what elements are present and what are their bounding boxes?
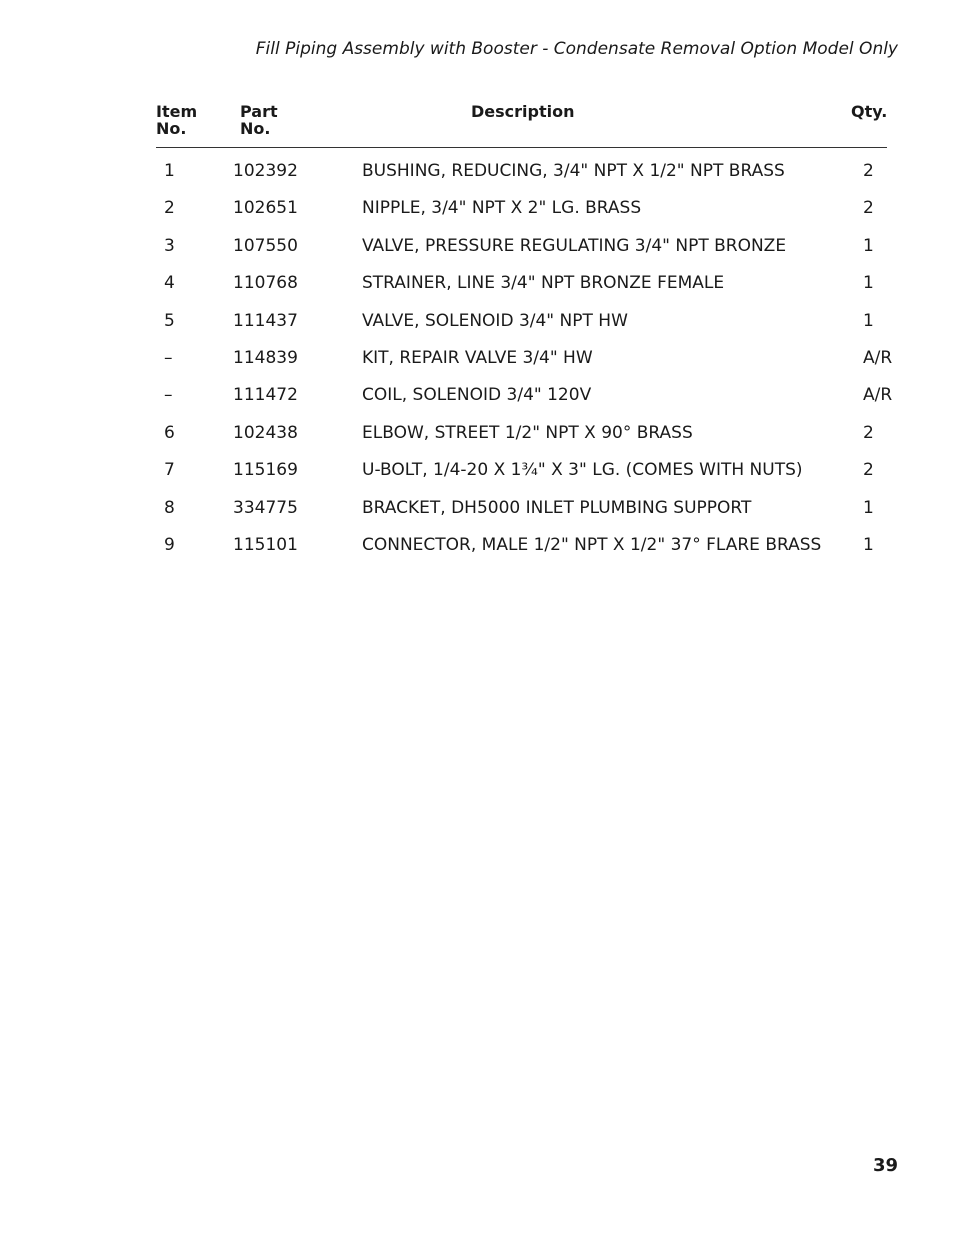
cell-description: ELBOW, STREET 1/2" NPT X 90° BRASS <box>362 422 693 443</box>
table-row <box>0 265 954 302</box>
parts-table-header <box>156 103 887 148</box>
table-row <box>0 527 954 564</box>
cell-item-no: 9 <box>164 534 175 555</box>
cell-item-no: – <box>164 347 173 368</box>
page-number: 39 <box>872 1155 898 1176</box>
table-row <box>0 490 954 527</box>
parts-table-body <box>0 153 954 564</box>
cell-part-no: 102438 <box>233 422 298 443</box>
column-header-item-line1: Item <box>156 102 198 121</box>
cell-item-no: 6 <box>164 422 175 443</box>
table-row <box>0 153 954 190</box>
table-row <box>0 340 954 377</box>
cell-description: CONNECTOR, MALE 1/2" NPT X 1/2" 37° FLARE BRASS <box>362 534 822 555</box>
column-header-item-no <box>156 103 197 137</box>
running-header-title: Fill Piping Assembly with Booster - Condensate Removal Option Model Only <box>255 39 898 59</box>
cell-part-no: 107550 <box>233 235 298 256</box>
cell-qty: 1 <box>863 235 874 256</box>
table-row <box>0 452 954 489</box>
column-header-part-no <box>240 103 278 137</box>
cell-qty: 1 <box>863 273 874 294</box>
cell-description: BUSHING, REDUCING, 3/4" NPT X 1/2" NPT BRASS <box>362 161 785 181</box>
cell-part-no: 110768 <box>233 273 298 294</box>
cell-description: VALVE, PRESSURE REGULATING 3/4" NPT BRONZE <box>362 235 787 256</box>
cell-description: NIPPLE, 3/4" NPT X 2" LG. BRASS <box>362 198 642 219</box>
cell-qty: 2 <box>863 460 874 481</box>
cell-item-no: 7 <box>164 460 175 481</box>
table-row <box>0 228 954 265</box>
cell-qty: 1 <box>863 497 874 518</box>
cell-qty: 2 <box>863 161 874 181</box>
table-row <box>0 190 954 227</box>
cell-description: BRACKET, DH5000 INLET PLUMBING SUPPORT <box>362 497 752 518</box>
cell-part-no: 111472 <box>233 385 298 406</box>
cell-qty: 1 <box>863 534 874 555</box>
cell-part-no: 114839 <box>233 347 298 368</box>
cell-description: U-BOLT, 1/4-20 X 1¾" X 3" LG. (COMES WITH NUTS) <box>362 460 803 481</box>
column-header-description: Description <box>471 102 575 121</box>
cell-qty: A/R <box>863 385 893 406</box>
cell-part-no: 102392 <box>233 161 298 181</box>
cell-qty: 2 <box>863 198 874 219</box>
cell-item-no: 5 <box>164 310 175 331</box>
cell-item-no: 3 <box>164 235 175 256</box>
cell-part-no: 334775 <box>233 497 298 518</box>
cell-description: STRAINER, LINE 3/4" NPT BRONZE FEMALE <box>362 273 725 294</box>
column-header-part-line2: No. <box>240 119 271 138</box>
table-row <box>0 303 954 340</box>
cell-item-no: 8 <box>164 497 175 518</box>
cell-qty: 1 <box>863 310 874 331</box>
column-header-qty: Qty. <box>851 102 888 121</box>
table-row <box>0 377 954 414</box>
cell-part-no: 111437 <box>233 310 298 331</box>
cell-part-no: 102651 <box>233 198 298 219</box>
cell-item-no: 1 <box>164 161 175 181</box>
cell-description: COIL, SOLENOID 3/4" 120V <box>362 385 592 406</box>
cell-qty: A/R <box>863 347 893 368</box>
cell-item-no: 4 <box>164 273 175 294</box>
cell-description: VALVE, SOLENOID 3/4" NPT HW <box>362 310 628 331</box>
column-header-part-line1: Part <box>240 102 278 121</box>
cell-part-no: 115169 <box>233 460 298 481</box>
cell-description: KIT, REPAIR VALVE 3/4" HW <box>362 347 593 368</box>
cell-item-no: 2 <box>164 198 175 219</box>
table-row <box>0 415 954 452</box>
cell-item-no: – <box>164 385 173 406</box>
cell-part-no: 115101 <box>233 534 298 555</box>
column-header-item-line2: No. <box>156 119 187 138</box>
cell-qty: 2 <box>863 422 874 443</box>
